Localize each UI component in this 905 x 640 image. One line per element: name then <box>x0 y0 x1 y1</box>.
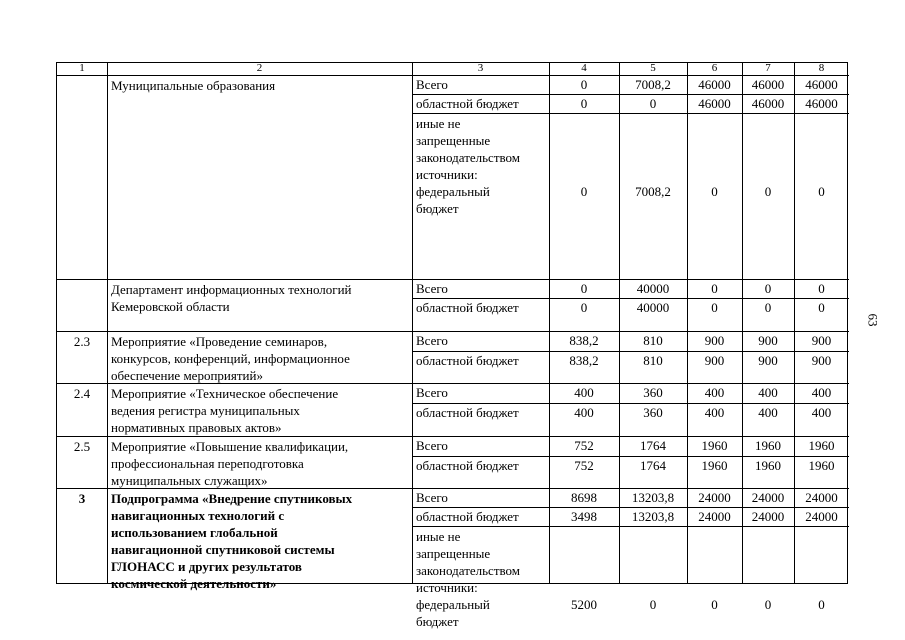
amount: 0 <box>818 184 825 199</box>
amount: 40000 <box>636 281 670 296</box>
amount: 400 <box>758 405 778 420</box>
amount: 900 <box>704 333 725 348</box>
amount: 900 <box>758 333 778 348</box>
item-name: Кемеровской области <box>111 299 230 314</box>
amount: 24000 <box>805 509 838 524</box>
amount: 24000 <box>698 509 731 524</box>
item-name: Мероприятие «Проведение семинаров, <box>111 334 328 349</box>
amount: 0 <box>580 96 588 111</box>
amount: 46000 <box>751 77 785 92</box>
amount: 0 <box>649 597 657 612</box>
header-cell: 3 <box>477 62 484 74</box>
item-name: использованием глобальной <box>111 525 278 540</box>
item-name: Подпрограмма «Внедрение спутниковых <box>111 491 353 506</box>
amount: 7008,2 <box>635 77 671 92</box>
item-name: муниципальных служащих» <box>111 473 268 488</box>
amount: 838,2 <box>569 333 599 348</box>
item-name: ГЛОНАСС и других результатов <box>111 559 302 574</box>
amount: 1960 <box>755 458 781 473</box>
funding-source: источники: <box>416 580 478 595</box>
funding-source: запрещенные <box>416 133 491 148</box>
amount: 24000 <box>698 490 731 505</box>
amount: 0 <box>580 77 588 92</box>
header-cell: 8 <box>818 62 825 74</box>
amount: 400 <box>574 405 594 420</box>
row-border <box>412 113 849 114</box>
amount: 400 <box>704 385 725 400</box>
amount: 46000 <box>751 96 785 111</box>
amount: 1960 <box>808 438 835 453</box>
header-cell: 1 <box>79 62 85 74</box>
budget-table <box>56 62 848 629</box>
funding-source: бюджет <box>416 614 459 629</box>
amount: 0 <box>711 281 718 296</box>
funding-source: областной бюджет <box>416 353 519 368</box>
amount: 40000 <box>636 300 670 315</box>
item-name: Департамент информационных технологий <box>111 282 352 297</box>
funding-source: Всего <box>416 438 448 453</box>
amount: 0 <box>580 281 588 296</box>
funding-source: Всего <box>416 385 448 400</box>
amount: 0 <box>711 597 718 612</box>
amount: 46000 <box>698 96 731 111</box>
header-cell: 7 <box>765 62 771 74</box>
header-cell: 4 <box>581 62 587 74</box>
item-name: навигационных технологий с <box>111 508 285 523</box>
funding-source: федеральный <box>416 184 490 199</box>
amount: 1960 <box>755 438 781 453</box>
amount: 13203,8 <box>631 509 675 524</box>
item-name: нормативных правовых актов» <box>111 420 282 435</box>
amount: 1764 <box>640 458 666 473</box>
amount: 752 <box>574 458 594 473</box>
amount: 900 <box>811 353 832 368</box>
funding-source: областной бюджет <box>416 96 519 111</box>
funding-source: областной бюджет <box>416 458 519 473</box>
amount: 0 <box>764 300 772 315</box>
amount: 0 <box>818 300 825 315</box>
amount: 0 <box>764 184 772 199</box>
amount: 7008,2 <box>635 184 671 199</box>
amount: 8698 <box>571 490 597 505</box>
amount: 0 <box>711 184 718 199</box>
amount: 1960 <box>808 458 835 473</box>
amount: 400 <box>758 385 778 400</box>
funding-source: бюджет <box>416 201 459 216</box>
amount: 400 <box>574 385 594 400</box>
amount: 24000 <box>805 490 838 505</box>
item-name: космической деятельности» <box>111 576 277 591</box>
funding-source: Всего <box>416 77 448 92</box>
item-name: конкурсов, конференций, информационное <box>111 351 350 366</box>
header-cell: 6 <box>711 62 718 74</box>
amount: 3498 <box>571 509 597 524</box>
amount: 13203,8 <box>631 490 675 505</box>
funding-source: законодательством <box>416 563 521 578</box>
header-cell: 5 <box>650 62 656 74</box>
amount: 900 <box>811 333 832 348</box>
funding-source: иные не <box>416 529 461 544</box>
funding-source: Всего <box>416 333 448 348</box>
amount: 752 <box>574 438 594 453</box>
amount: 360 <box>643 385 663 400</box>
amount: 0 <box>818 281 825 296</box>
funding-source: областной бюджет <box>416 509 519 524</box>
item-name: Мероприятие «Техническое обеспечение <box>111 386 339 401</box>
funding-source: законодательством <box>416 150 521 165</box>
amount: 5200 <box>571 597 597 612</box>
funding-source: запрещенные <box>416 546 491 561</box>
item-number: 2.3 <box>73 334 91 349</box>
funding-source: Всего <box>416 490 448 505</box>
funding-source: Всего <box>416 281 448 296</box>
amount: 0 <box>764 281 772 296</box>
item-name: обеспечение мероприятий» <box>111 368 263 383</box>
amount: 1764 <box>640 438 666 453</box>
item-name: Муниципальные образования <box>111 78 276 93</box>
amount: 400 <box>811 405 832 420</box>
amount: 0 <box>580 300 588 315</box>
amount: 900 <box>704 353 725 368</box>
funding-source: иные не <box>416 116 461 131</box>
amount: 0 <box>580 184 588 199</box>
amount: 810 <box>643 353 663 368</box>
amount: 1960 <box>701 458 728 473</box>
amount: 360 <box>643 405 663 420</box>
funding-source: областной бюджет <box>416 300 519 315</box>
page-number: 63 <box>865 313 881 327</box>
amount: 838,2 <box>569 353 599 368</box>
amount: 24000 <box>751 490 785 505</box>
amount: 400 <box>704 405 725 420</box>
funding-source: источники: <box>416 167 478 182</box>
amount: 24000 <box>751 509 785 524</box>
item-name: Мероприятие «Повышение квалификации, <box>111 439 349 454</box>
amount: 46000 <box>698 77 731 92</box>
funding-source: областной бюджет <box>416 405 519 420</box>
amount: 1960 <box>701 438 728 453</box>
item-name: навигационной спутниковой системы <box>111 542 335 557</box>
amount: 400 <box>811 385 832 400</box>
amount: 46000 <box>805 77 838 92</box>
row-border <box>412 526 849 527</box>
item-number: 3 <box>78 491 86 506</box>
amount: 0 <box>764 597 772 612</box>
amount: 810 <box>643 333 663 348</box>
amount: 0 <box>649 96 657 111</box>
header-cell: 2 <box>256 62 263 74</box>
amount: 900 <box>758 353 778 368</box>
amount: 46000 <box>805 96 838 111</box>
item-number: 2.4 <box>73 386 91 401</box>
item-name: профессиональная переподготовка <box>111 456 304 471</box>
item-number: 2.5 <box>73 439 91 454</box>
amount: 0 <box>711 300 718 315</box>
funding-source: федеральный <box>416 597 490 612</box>
item-name: ведения регистра муниципальных <box>111 403 300 418</box>
amount: 0 <box>818 597 825 612</box>
